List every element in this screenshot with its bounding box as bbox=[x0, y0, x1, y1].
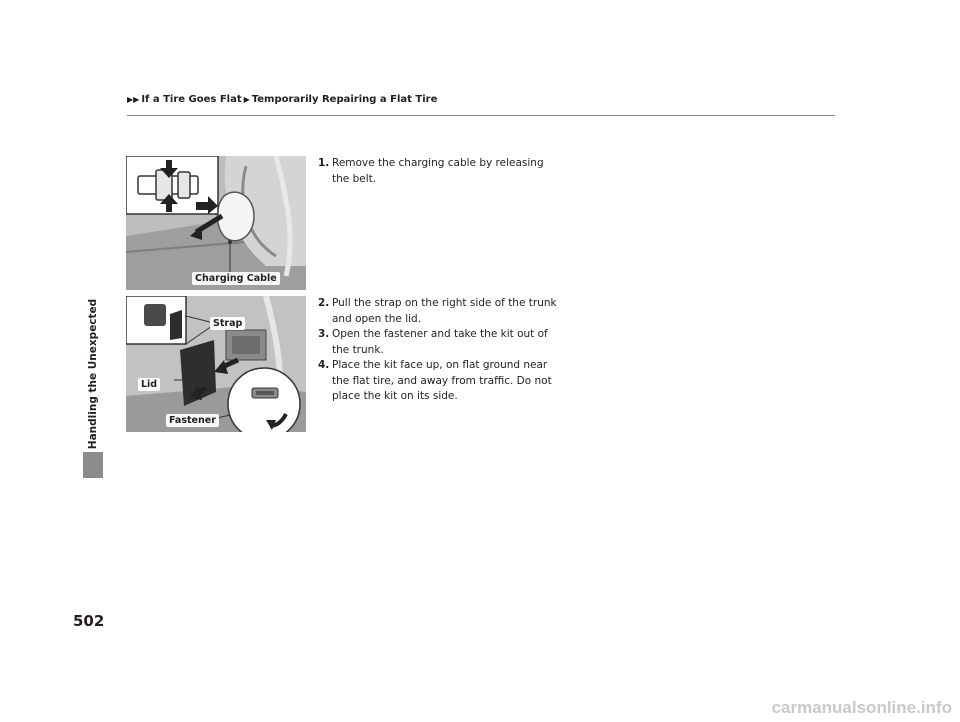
callout-charging-cable: Charging Cable bbox=[192, 272, 280, 285]
step-number: 3. bbox=[318, 328, 330, 340]
callout-lid: Lid bbox=[138, 378, 160, 391]
charging-cable-illustration bbox=[126, 156, 306, 290]
page-number: 502 bbox=[73, 612, 105, 630]
breadcrumb-item-temporary-repair[interactable]: Temporarily Repairing a Flat Tire bbox=[251, 94, 438, 105]
breadcrumb-arrow-icon: ▶▶ bbox=[127, 95, 140, 104]
figure-kit-removal bbox=[126, 296, 306, 432]
chapter-tab-marker bbox=[83, 452, 103, 478]
step-text: Place the kit face up, on flat ground near the flat tire, and away from traffic. Do not place the kit on its side. bbox=[332, 359, 552, 402]
step-number: 1. bbox=[318, 157, 330, 169]
step-item bbox=[318, 327, 560, 358]
figure-charging-cable bbox=[126, 156, 306, 290]
step-text: Remove the charging cable by releasing the belt. bbox=[332, 157, 544, 185]
step-item bbox=[318, 156, 560, 187]
breadcrumb-arrow-icon: ▶ bbox=[243, 95, 250, 104]
step-list-part-2 bbox=[318, 296, 560, 405]
header-divider bbox=[127, 115, 835, 116]
step-number: 4. bbox=[318, 359, 330, 371]
callout-fastener: Fastener bbox=[166, 414, 219, 427]
breadcrumb-item-flat-tire[interactable]: If a Tire Goes Flat bbox=[141, 94, 242, 105]
chapter-side-label bbox=[83, 296, 103, 452]
chapter-side-label-text: Handling the Unexpected bbox=[87, 298, 99, 450]
watermark: carmanualsonline.info bbox=[771, 698, 952, 717]
step-item bbox=[318, 296, 560, 327]
breadcrumb bbox=[127, 94, 437, 105]
step-text: Pull the strap on the right side of the trunk and open the lid. bbox=[332, 297, 557, 325]
step-item bbox=[318, 358, 560, 405]
callout-strap: Strap bbox=[210, 317, 245, 330]
step-number: 2. bbox=[318, 297, 330, 309]
step-list-part-1 bbox=[318, 156, 560, 187]
step-text: Open the fastener and take the kit out of the trunk. bbox=[332, 328, 548, 356]
